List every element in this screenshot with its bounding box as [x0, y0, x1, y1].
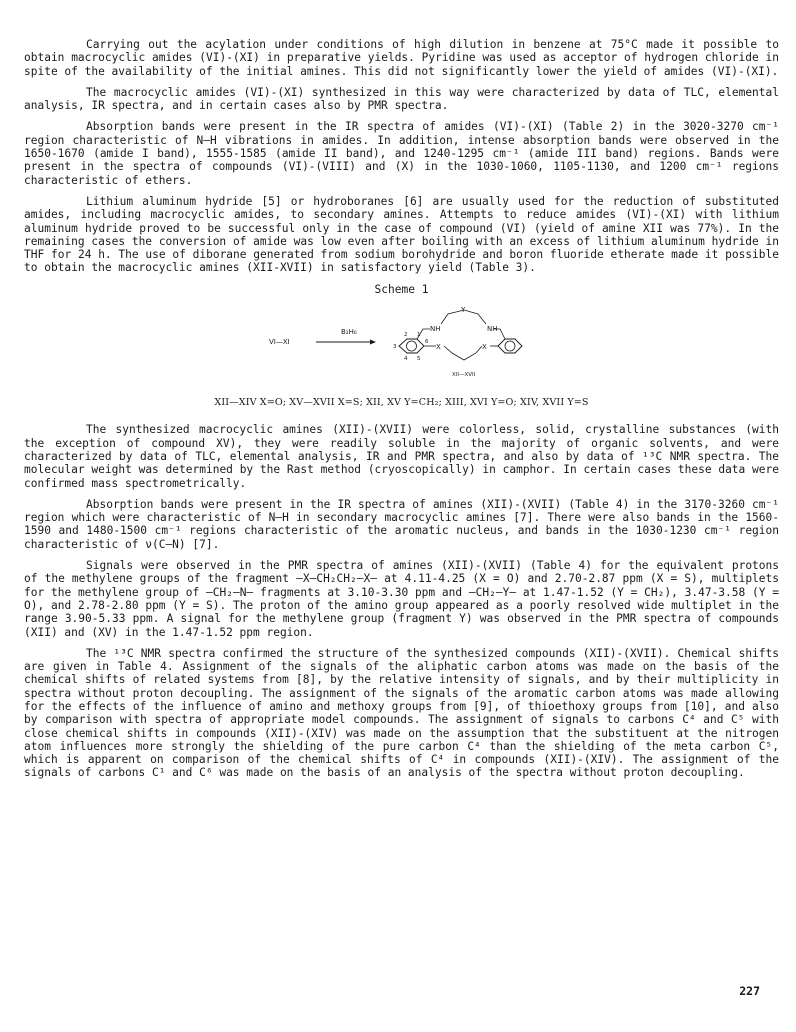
- reaction-arrowhead: [370, 340, 376, 345]
- scheme-1-figure: [24, 300, 779, 392]
- paragraph-3: Absorption bands were present in the IR spectra of amides (VI)-(XI) (Table 2) in the 3020-3270 cm⁻¹ region characteristic of N—H vibrations in amides. In addition, intense absorption bands were observed in the 1650-1670 (amide I band), 1555-1585 (amide II band), and 1240-1295 cm⁻¹ (amide III band) regions. Bands were present in the spectra of compounds (VI)-(VIII) and (X) in the 1030-1060, 1105-1130, and 1200 cm⁻¹ regions characteristic of ethers.: [24, 120, 779, 187]
- scheme-caption: XII—XIV X=O; XV—XVII X=S; XII, XV Y=CH₂; XIII, XVI Y=O; XIV, XVII Y=S: [214, 397, 589, 409]
- page-number: 227: [739, 984, 760, 998]
- ring-number-5: 5: [417, 356, 421, 363]
- page-body: [24, 38, 779, 788]
- y-atom-label: Y: [461, 306, 466, 315]
- ring-number-2: 2: [404, 332, 408, 339]
- scheme-title: Scheme 1: [374, 282, 429, 296]
- left-ring-aromatic-circle: [407, 341, 417, 351]
- paragraph-6: Absorption bands were present in the IR spectra of amines (XII)-(XVII) (Table 4) in the 3170-3260 cm⁻¹ region which were characteristic of N—H in secondary macrocyclic amines [7]. There were also bands in the 1560-1590 and 1480-1500 cm⁻¹ regions characteristic of the aromatic nucleus, and bands in the 1030-1230 cm⁻¹ region characteristic of ν(C—N) [7].: [24, 497, 779, 551]
- ring-number-3: 3: [393, 344, 397, 351]
- nh-right-label: NH: [487, 325, 498, 334]
- ring-number-6: 6: [425, 339, 429, 346]
- scheme-1-structure: [24, 300, 779, 392]
- paragraph-5: The synthesized macrocyclic amines (XII)-(XVII) were colorless, solid, crystalline substances (with the exception of compound XV), they were readily soluble in the majority of organic solvents, and were characterized by data of TLC, elemental analysis, IR and PMR spectra, and also by data of ¹³C NMR spectra. The molecular weight was determined by the Rast method (cryoscopically) in camphor. In certain cases these data were confirmed mass spectrometrically.: [24, 423, 779, 490]
- right-ring-aromatic-circle: [505, 341, 515, 351]
- bridge-x-chain: [444, 346, 482, 360]
- paragraph-2: The macrocyclic amides (VI)-(XI) synthesized in this way were characterized by data of TLC, elemental analysis, IR spectra, and in certain cases also by PMR spectra.: [24, 85, 779, 113]
- paragraph-4: Lithium aluminum hydride [5] or hydroboranes [6] are usually used for the reduction of substituted amides, including macrocyclic amides, to secondary amines. Attempts to reduce amides (VI)-(XI) with lithium aluminum hydride proved to be successful only in the case of compound (VI) (yield of amine XII was 77%). In the remaining cases the conversion of amide was low even after boiling with an excess of lithium aluminum hydride in THF for 24 h. The use of diborane generated from sodium borohydride and boron fluoride etherate made it possible to obtain the macrocyclic amines (XII-XVII) in satisfactory yield (Table 3).: [24, 194, 779, 275]
- ring-number-1: 1: [417, 332, 421, 339]
- nh-left-label: NH: [430, 325, 441, 334]
- paragraph-8: The ¹³C NMR spectra confirmed the structure of the synthesized compounds (XII)-(XVII). Chemical shifts are given in Table 4. Assignment of the signals of the aliphatic carbon atoms was made on the basis of the chemical shifts of related systems from [8], by the relative intensity of signals, and by their multiplicity in spectra without proton decoupling. The assignment of the signals of the aromatic carbon atoms was made allowing for the effects of the influence of amino and methoxy groups from [9], of thioethoxy groups from [10], and also by comparison with spectra of appropriate model compounds. The assignment of signals to carbons C⁴ and C⁵ with close chemical shifts in compounds (XII)-(XIV) was made on the assumption that the substituent at the nitrogen atom influences more strongly the shielding of the pure carbon C⁴ than the shielding of the meta carbon C⁵, which is apparent on comparison of the chemical shifts of C⁴ in compounds (XII)-(XIV). The assignment of the signals of carbons C¹ and C⁶ was made on the basis of an analysis of the spectra without proton decoupling.: [24, 646, 779, 780]
- x-left-label: X: [436, 343, 441, 352]
- scheme-product-label: XII—XVII: [452, 372, 476, 379]
- scheme-reagent: B₂H₆: [341, 328, 357, 337]
- x-right-label: X: [482, 343, 487, 352]
- paragraph-1: Carrying out the acylation under conditions of high dilution in benzene at 75°C made it possible to obtain macrocyclic amides (VI)-(XI) in preparative yields. Pyridine was used as acceptor of hydrogen chloride in spite of the availability of the initial amines. This did not significantly lower the yield of amides (VI)-(XI).: [24, 38, 779, 78]
- ring-number-4: 4: [404, 356, 408, 363]
- scheme-reactant: VI—XI: [269, 338, 290, 347]
- paragraph-7: Signals were observed in the PMR spectra of amines (XII)-(XVII) (Table 4) for the equivalent protons of the methylene groups of the fragment —X—CH₂CH₂—X— at 4.11-4.25 (X = O) and 2.70-2.87 ppm (X = S), multiplets for the methylene group of —CH₂—N— fragments at 3.10-3.30 ppm and —CH₂—Y— at 1.47-1.52 (Y = CH₂), 3.47-3.58 (Y = O), and 2.78-2.80 ppm (Y = S). The proton of the amino group appeared as a poorly resolved wide multiplet in the range 3.90-5.33 ppm. A signal for the methylene group (fragment Y) was observed in the PMR spectra of compounds (XII) and (XV) in the 1.47-1.52 ppm region.: [24, 559, 779, 639]
